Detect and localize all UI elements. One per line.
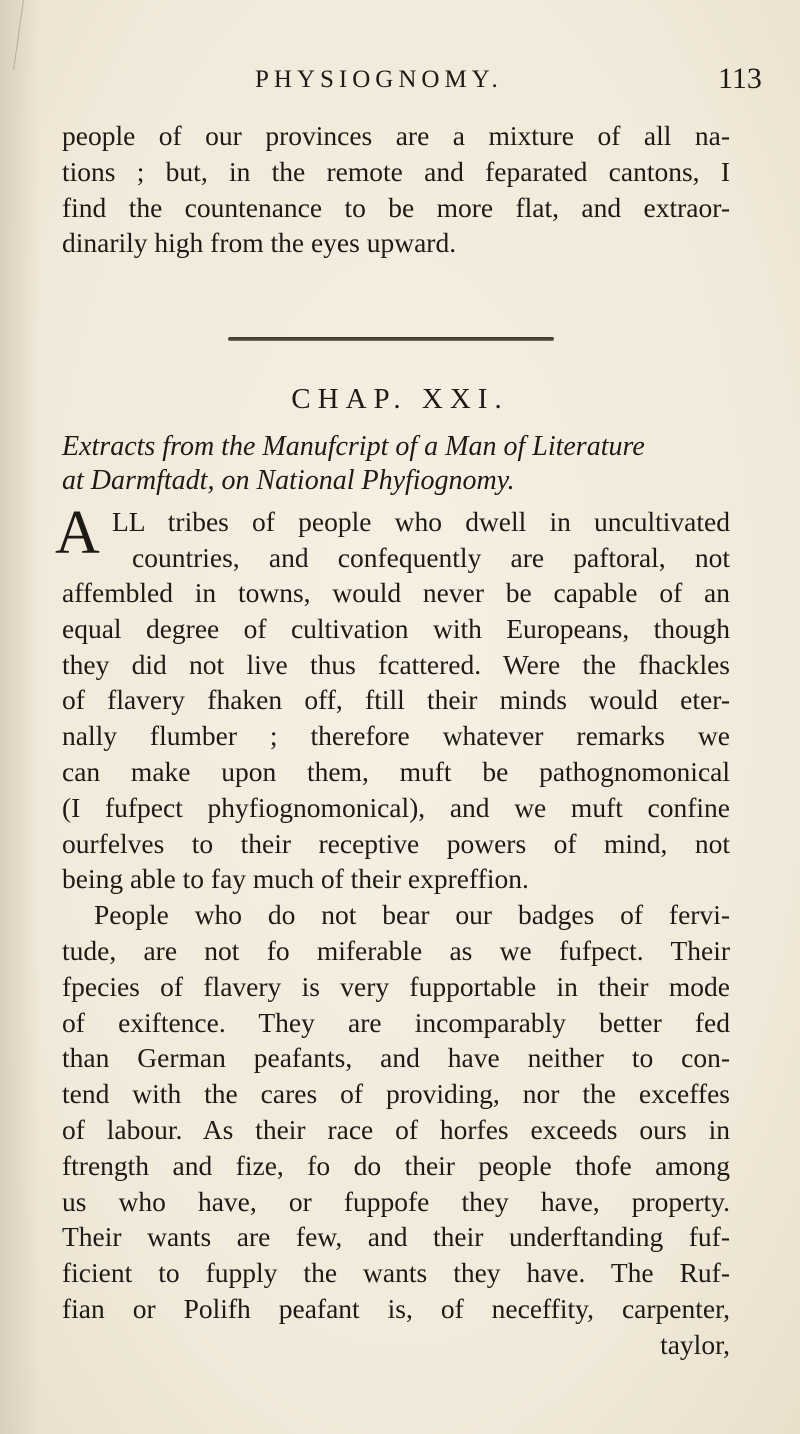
running-head (0, 58, 800, 98)
text-line: nally flumber ; therefore whatever remarks we (62, 720, 730, 752)
body-paragraph (62, 575, 730, 1363)
text-line: people of our provinces are a mixture of all na- (62, 120, 730, 151)
text-line: fpecies of flavery is very fupportable in their mode (62, 970, 730, 1002)
text-line: can make upon them, muft be pathognomonical (62, 755, 730, 787)
text-line: (I fufpect phyfiognomonical), and we muft confine (62, 791, 730, 823)
catchword: taylor, (660, 1328, 730, 1360)
text-line: us who have, or fuppofe they have, property. (62, 1185, 730, 1217)
text-line: than German peafants, and have neither to con- (62, 1042, 730, 1074)
text-line: Their wants are few, and their underftanding fuf- (62, 1221, 730, 1253)
body-opening-lines (112, 504, 730, 576)
text-line: find the countenance to be more flat, and extraor- (62, 191, 730, 223)
top-paragraph (62, 118, 730, 261)
section-divider-rule (228, 337, 554, 341)
text-line: equal degree of cultivation with Europeans, though (62, 612, 730, 644)
text-line: fian or Polifh peafant is, of neceffity, carpenter, (62, 1292, 730, 1324)
text-line: ourfelves to their receptive powers of mind, not (62, 827, 730, 859)
text-line: of flavery fhaken off, ftill their minds would eter- (62, 684, 730, 716)
running-title: PHYSIOGNOMY. (255, 66, 503, 93)
text-line: People who do not bear our badges of fervi- (94, 899, 730, 931)
text-line: tions ; but, in the remote and feparated cantons, I (62, 155, 730, 187)
gutter-shadow (0, 0, 40, 1434)
chapter-subtitle (62, 430, 742, 498)
text-line: being able to fay much of their expreffion. (62, 863, 529, 895)
text-line: affembled in towns, would never be capable of an (62, 577, 730, 608)
subtitle-line: Extracts from the Manufcript of a Man of Literature (62, 431, 645, 462)
text-line: ftrength and fize, fo do their people thofe among (62, 1149, 730, 1181)
text-line: they did not live thus fcattered. Were the fhackles (62, 648, 730, 680)
chapter-heading: CHAP. XXI. (291, 383, 509, 415)
text-line: of exiftence. They are incomparably better fed (62, 1006, 730, 1038)
drop-cap: A (55, 499, 100, 567)
text-line: LL tribes of people who dwell in uncultivated (112, 506, 730, 537)
text-line: tude, are not fo miferable as we fufpect. Their (62, 934, 730, 966)
text-line: tend with the cares of providing, nor the exceffes (62, 1078, 730, 1110)
text-line: countries, and confequently are paftoral, not (132, 541, 730, 573)
text-line: of labour. As their race of horfes exceeds ours in (62, 1113, 730, 1145)
page-number: 113 (718, 62, 762, 95)
subtitle-line: at Darmftadt, on National Phyfiognomy. (62, 465, 515, 496)
text-line: ficient to fupply the wants they have. The Ruf- (62, 1257, 730, 1289)
text-line: dinarily high from the eyes upward. (62, 227, 457, 259)
